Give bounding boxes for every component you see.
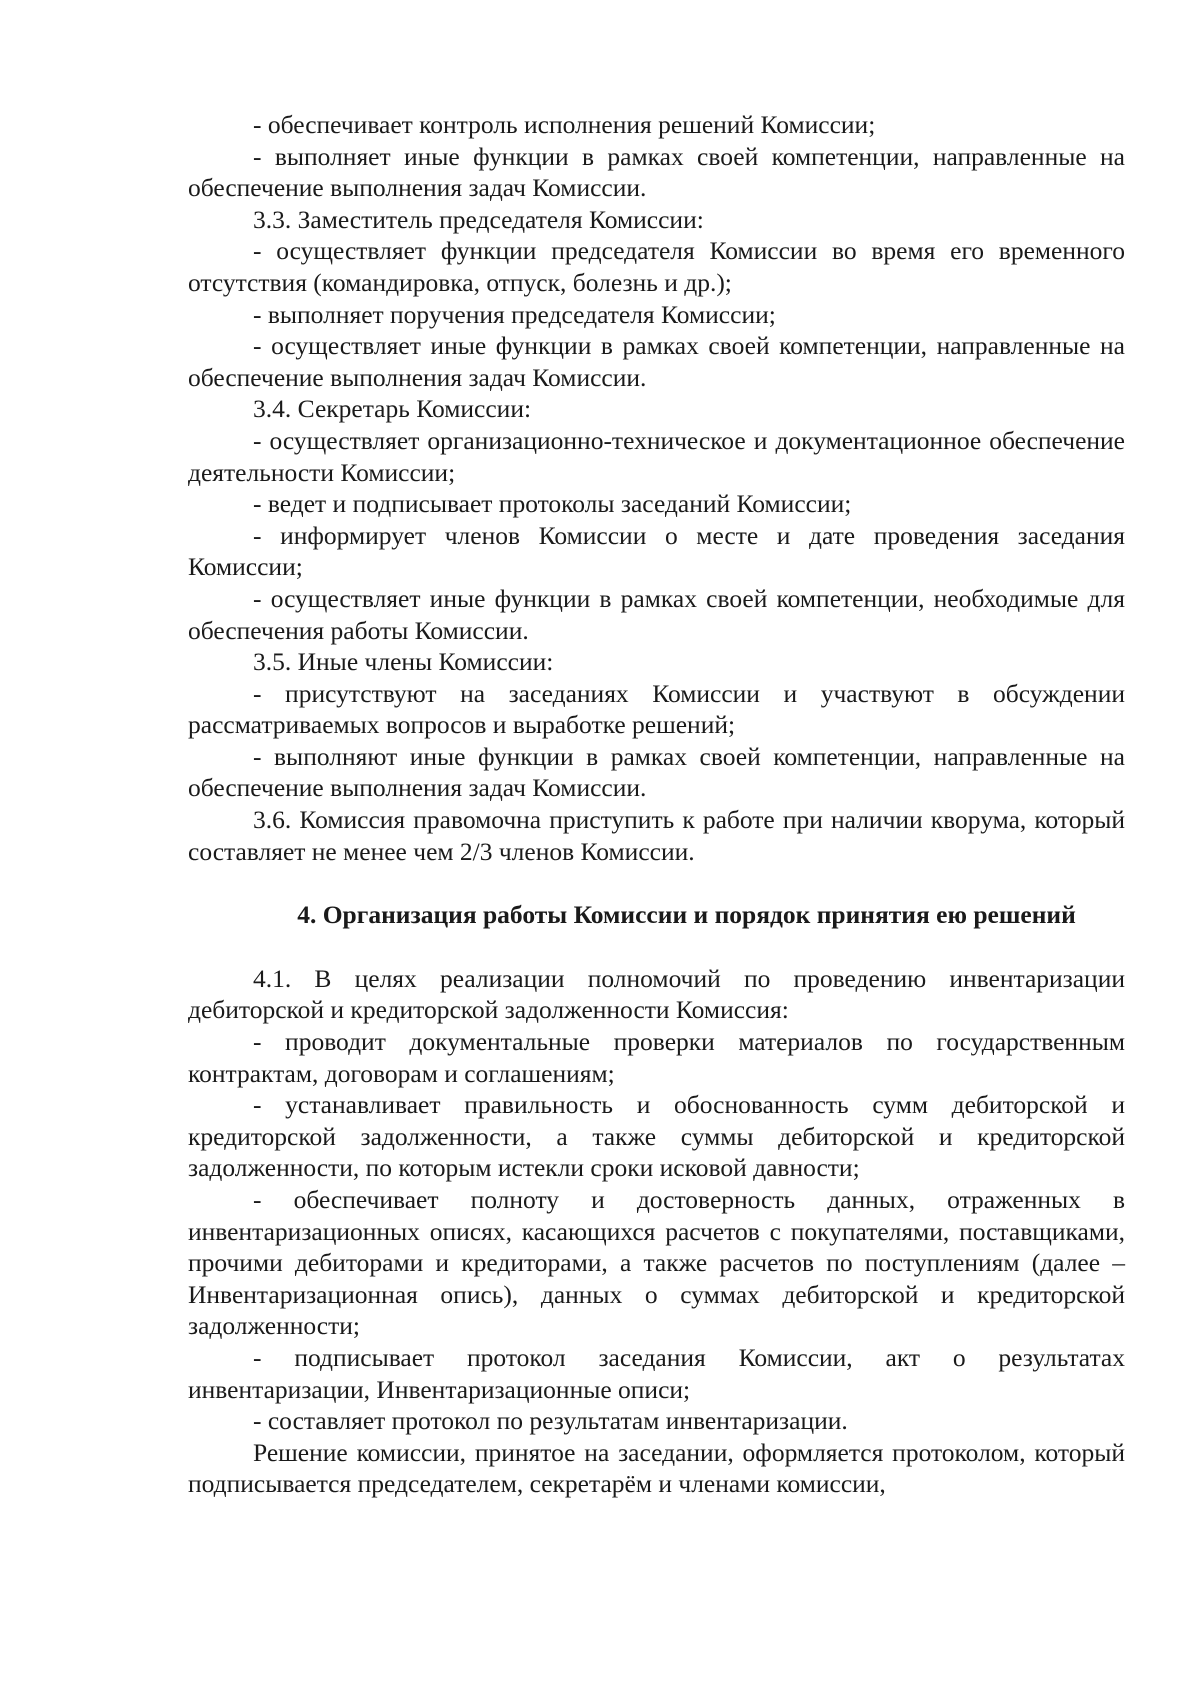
document-body [188,109,1125,1500]
paragraph-signs-protocol: - подписывает протокол заседания Комиссии, акт о результатах инвентаризации, Инвентаризационные описи; [188,1342,1125,1404]
paragraph-secretary-organizational-support: - осуществляет организационно-техническое и документационное обеспечение деятельности Комиссии; [188,425,1125,487]
paragraph-members-attend-meetings: - присутствуют на заседаниях Комиссии и участвуют в обсуждении рассматриваемых вопросов и выработке решений; [188,678,1125,740]
paragraph-control-execution: - обеспечивает контроль исполнения решений Комиссии; [253,110,876,139]
paragraph-deputy-fulfils-instructions: - выполняет поручения председателя Комиссии; [253,299,776,329]
clause-3-5-other-members: 3.5. Иные члены Комиссии: [253,647,554,677]
paragraph-drafts-protocol: - составляет протокол по результатам инвентаризации. [253,1406,848,1436]
paragraph-ensures-completeness: - обеспечивает полноту и достоверность данных, отраженных в инвентаризационных описях, касающихся расчетов с покупателями, поставщиками, прочими дебиторами и кредиторами, а также расчетов по поступлениям (далее – Инвентаризационная опись), данных о суммах дебиторской и кредиторской задолженности; [188,1185,1125,1341]
paragraph-secretary-informs-members: - информирует членов Комиссии о месте и дате проведения заседания Комиссии; [188,520,1125,582]
paragraph-secretary-minutes: - ведет и подписывает протоколы заседаний Комиссии; [253,489,852,519]
paragraph-documentary-checks: - проводит документальные проверки материалов по государственным контрактам, договорам и соглашениям; [188,1027,1125,1088]
paragraph-members-other-functions: - выполняют иные функции в рамках своей компетенции, направленные на обеспечение выполнения задач Комиссии. [188,741,1125,803]
paragraph-other-functions-chair: - выполняет иные функции в рамках своей компетенции, направленные на обеспечение выполнения задач Комиссии. [188,141,1125,203]
section-4-heading: 4. Организация работы Комиссии и порядок принятия ею решений [297,900,1076,930]
paragraph-deputy-other-functions: - осуществляет иные функции в рамках своей компетенции, направленные на обеспечение выполнения задач Комиссии. [188,331,1125,392]
paragraph-deputy-acts-as-chair: - осуществляет функции председателя Комиссии во время его временного отсутствия (командировка, отпуск, болезнь и др.); [188,236,1125,297]
clause-3-3-deputy-chair: 3.3. Заместитель председателя Комиссии: [253,204,704,234]
paragraph-establishes-correctness: - устанавливает правильность и обоснованность сумм дебиторской и кредиторской задолженности, а также суммы дебиторской и кредиторской задолженности, по которым истекли сроки исковой давности; [188,1090,1125,1183]
clause-4-1-inventory-powers: 4.1. В целях реализации полномочий по проведению инвентаризации дебиторской и кредиторской задолженности Комиссия: [188,963,1125,1025]
clause-3-4-secretary: 3.4. Секретарь Комиссии: [253,394,532,424]
clause-3-6-quorum: 3.6. Комиссия правомочна приступить к работе при наличии кворума, который составляет не менее чем 2/3 членов Комиссии. [188,805,1125,866]
paragraph-secretary-other-functions: - осуществляет иные функции в рамках своей компетенции, необходимые для обеспечения работы Комиссии. [188,583,1125,645]
paragraph-decision-formalized: Решение комиссии, принятое на заседании, оформляется протоколом, который подписывается председателем, секретарём и членами комиссии, [188,1437,1125,1499]
